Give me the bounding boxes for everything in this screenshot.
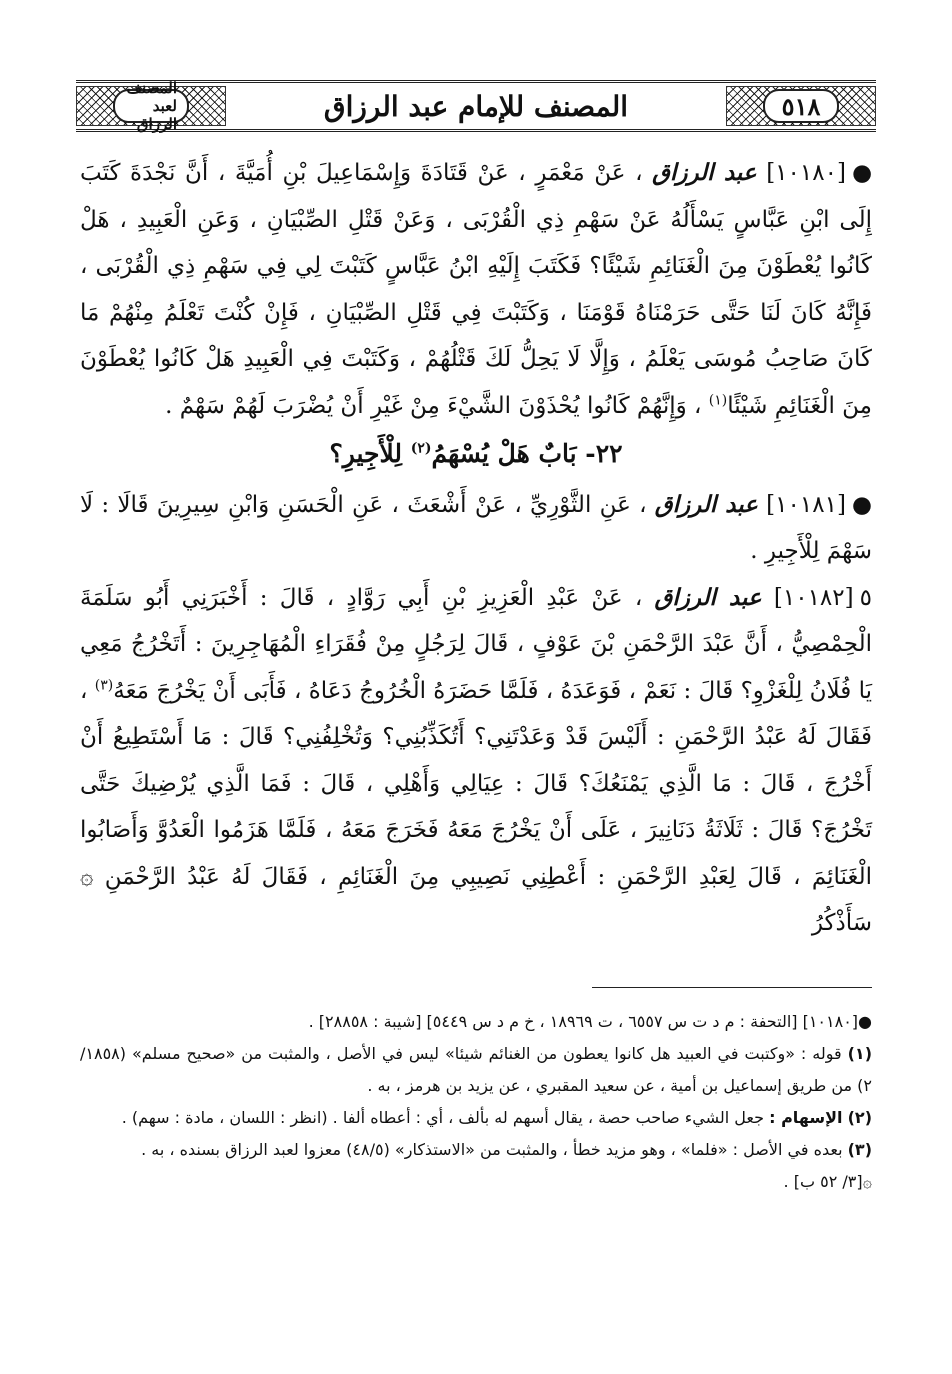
footnote-separator bbox=[592, 987, 872, 988]
chapter-heading bbox=[80, 431, 872, 478]
hadith-10180 bbox=[80, 150, 872, 429]
page-number-badge bbox=[763, 89, 839, 123]
hadith-10182 bbox=[80, 575, 872, 947]
footnote-label: (٢) bbox=[847, 1108, 872, 1127]
hadith-author: عبد الرزاق bbox=[652, 159, 757, 186]
hadith-text: ، عَنِ الثَّوْرِيِّ ، عَنْ أَشْعَثَ ، عَنِ الْحَسَنِ وَابْنِ سِيرِينَ قَالَا : لَا سَهْمَ لِلْأَجِيرِ . bbox=[80, 491, 872, 564]
hadith-author: عبد الرزاق bbox=[654, 490, 758, 518]
chapter-title-end: لِلْأَجِيرِ؟ bbox=[329, 439, 403, 468]
hadith-number: [١٠١٨١] bbox=[766, 491, 846, 518]
footnote-sources: ●[١٠١٨٠] [التحفة : م د ت س ٦٥٥٧ ، ت ١٨٩٦٩ ، خ م د س ٥٤٤٩] [شيبة : ٢٨٨٥٨] . bbox=[308, 1012, 872, 1031]
hadith-text-continued: ، وَإِنَّهُمْ كَانُوا يُحْذَوْنَ الشَّيْءَ مِنْ غَيْرِ أَنْ يُضْرَبَ لَهُمْ سَهْمٌ . bbox=[165, 392, 702, 419]
hadith-10181 bbox=[80, 482, 872, 575]
footnote-text: بعده في الأصل : «فلما» ، وهو مزيد خطأ ، والمثبت من «الاستذكار» (٤٨/٥) معزوا لعبد الرزاق بسنده ، به . bbox=[141, 1140, 843, 1159]
header-ornament-left bbox=[76, 79, 226, 133]
footnote-3 bbox=[80, 1134, 872, 1166]
footnote-ref: (٢) bbox=[410, 440, 432, 457]
filled-circle-icon: ● bbox=[851, 491, 872, 518]
hadith-author: عبد الرزاق bbox=[654, 583, 762, 611]
ornament-title: المصنف لعبد الرزاق bbox=[126, 79, 177, 133]
footnote-1 bbox=[80, 1038, 872, 1102]
page-header bbox=[76, 80, 876, 132]
ornament-title-badge bbox=[113, 79, 189, 133]
main-text bbox=[80, 150, 872, 947]
hadith-text-continued: ، فَقَالَ لَهُ عَبْدُ الرَّحْمَنِ : أَلَيْسَ قَدْ وَعَدْتَنِي؟ أَتُكَذِّبُنِي؟ وَتُخْلِفُنِي؟ قَالَ : مَا أَسْتَطِيعُ أَنْ أَخْرُجَ ، قَالَ : مَا الَّذِي يَمْنَعُكَ؟ قَالَ : عِيَالِي وَأَهْلِي ، قَالَ : فَمَا الَّذِي يُرْضِيكَ حَتَّى تَخْرُجَ؟ قَالَ : ثَلَاثَةُ دَنَانِيرَ ، عَلَى أَنْ يَخْرُجَ مَعَهُ فَخَرَجَ مَعَهُ ، فَلَمَّا هَزَمُوا الْعَدُوَّ وَأَصَابُوا الْغَنَائِمَ ، قَالَ لِعَبْدِ الرَّحْمَنِ : أَعْطِنِي نَصِيبِي مِنَ الْغَنَائِمِ ، فَقَالَ لَهُ عَبْدُ الرَّحْمَنِ ۞ سَأَذْكُرُ bbox=[80, 677, 872, 936]
open-circle-icon: ٥ bbox=[859, 584, 872, 611]
hadith-text: ، عَنْ عَبْدِ الْعَزِيزِ بْنِ أَبِي رَوَّادٍ ، قَالَ : أَخْبَرَنِي أَبُو سَلَمَةَ الْحِمْصِيُّ ، أَنَّ عَبْدَ الرَّحْمَنِ بْنَ عَوْفٍ ، قَالَ لِرَجُلٍ مِنْ فُقَرَاءِ الْمُهَاجِرِينَ : أَتَخْرُجُ مَعِي يَا فُلَانُ لِلْغَزْوِ؟ قَالَ : نَعَمْ ، فَوَعَدَهُ ، فَلَمَّا حَضَرَهُ الْخُرُوجُ دَعَاهُ ، فَأَبَى أَنْ يَخْرُجَ مَعَهُ bbox=[80, 584, 873, 704]
hadith-text: ، عَنْ مَعْمَرٍ ، عَنْ قَتَادَةَ وَإِسْمَاعِيلَ بْنِ أُمَيَّةَ ، أَنَّ نَجْدَةَ كَتَبَ إِلَى ابْنِ عَبَّاسٍ يَسْأَلُهُ عَنْ سَهْمِ ذِي الْقُرْبَى ، وَعَنْ قَتْلِ الصِّبْيَانِ ، وَعَنِ الْعَبِيدِ ، هَلْ كَانُوا يُعْطَوْنَ مِنَ الْغَنَائِمِ شَيْئًا؟ فَكَتَبَ إِلَيْهِ ابْنُ عَبَّاسٍ كَتَبْتَ لِي فِي سَهْمِ ذِي الْقُرْبَى ، فَإِنَّهُ كَانَ لَنَا حَتَّى حَرَمْنَاهُ قَوْمَنَا ، وَكَتَبْتَ فِي قَتْلِ الصِّبْيَانِ ، فَإِنْ كُنْتَ تَعْلَمُ مِنْهُمْ مَا كَانَ صَاحِبُ مُوسَى يَعْلَمُ ، وَإِلَّا لَا يَحِلُّ لَكَ قَتْلُهُمْ ، وَكَتَبْتَ فِي الْعَبِيدِ هَلْ كَانُوا يُعْطَوْنَ مِنَ الْغَنَائِمِ شَيْئًا bbox=[80, 160, 872, 419]
hadith-number: [١٠١٨٠] bbox=[766, 160, 846, 186]
footnote-label: (١) bbox=[847, 1044, 872, 1063]
footnote-text: جعل الشيء صاحب حصة ، يقال أسهم له بألف ، أي : أعطاه ألفا . (انظر : اللسان ، مادة : سهم) . bbox=[121, 1108, 765, 1127]
running-title: المصنف للإمام عبد الرزاق bbox=[323, 89, 629, 123]
footnotes bbox=[80, 1006, 872, 1198]
filled-circle-icon: ● bbox=[851, 160, 873, 186]
footnote-ref: (٣) bbox=[94, 676, 114, 693]
footnote-2 bbox=[80, 1102, 872, 1134]
footnote-term: الإسهام : bbox=[769, 1108, 843, 1127]
header-ornament-right bbox=[726, 86, 876, 126]
footnote-ref: (١) bbox=[708, 391, 728, 408]
page-number: ٥١٨ bbox=[781, 91, 821, 121]
manuscript-folio-ref: ۞[٣/ ٥٢ ب] . bbox=[783, 1172, 872, 1191]
footnote-text: قوله : «وكتبت في العبيد هل كانوا يعطون من الغنائم شيئا» ليس في الأصل ، والمثبت من «صحيح مسلم» (١٨٥٨/ ٢) من طريق إسماعيل بن أمية ، عن سعيد المقبري ، عن يزيد بن هرمز ، به . bbox=[80, 1044, 872, 1095]
footnote-label: (٣) bbox=[847, 1140, 872, 1159]
hadith-number: [١٠١٨٢] bbox=[773, 584, 854, 611]
chapter-title: ٢٢- بَابٌ هَلْ يُسْهَمُ bbox=[431, 439, 623, 468]
